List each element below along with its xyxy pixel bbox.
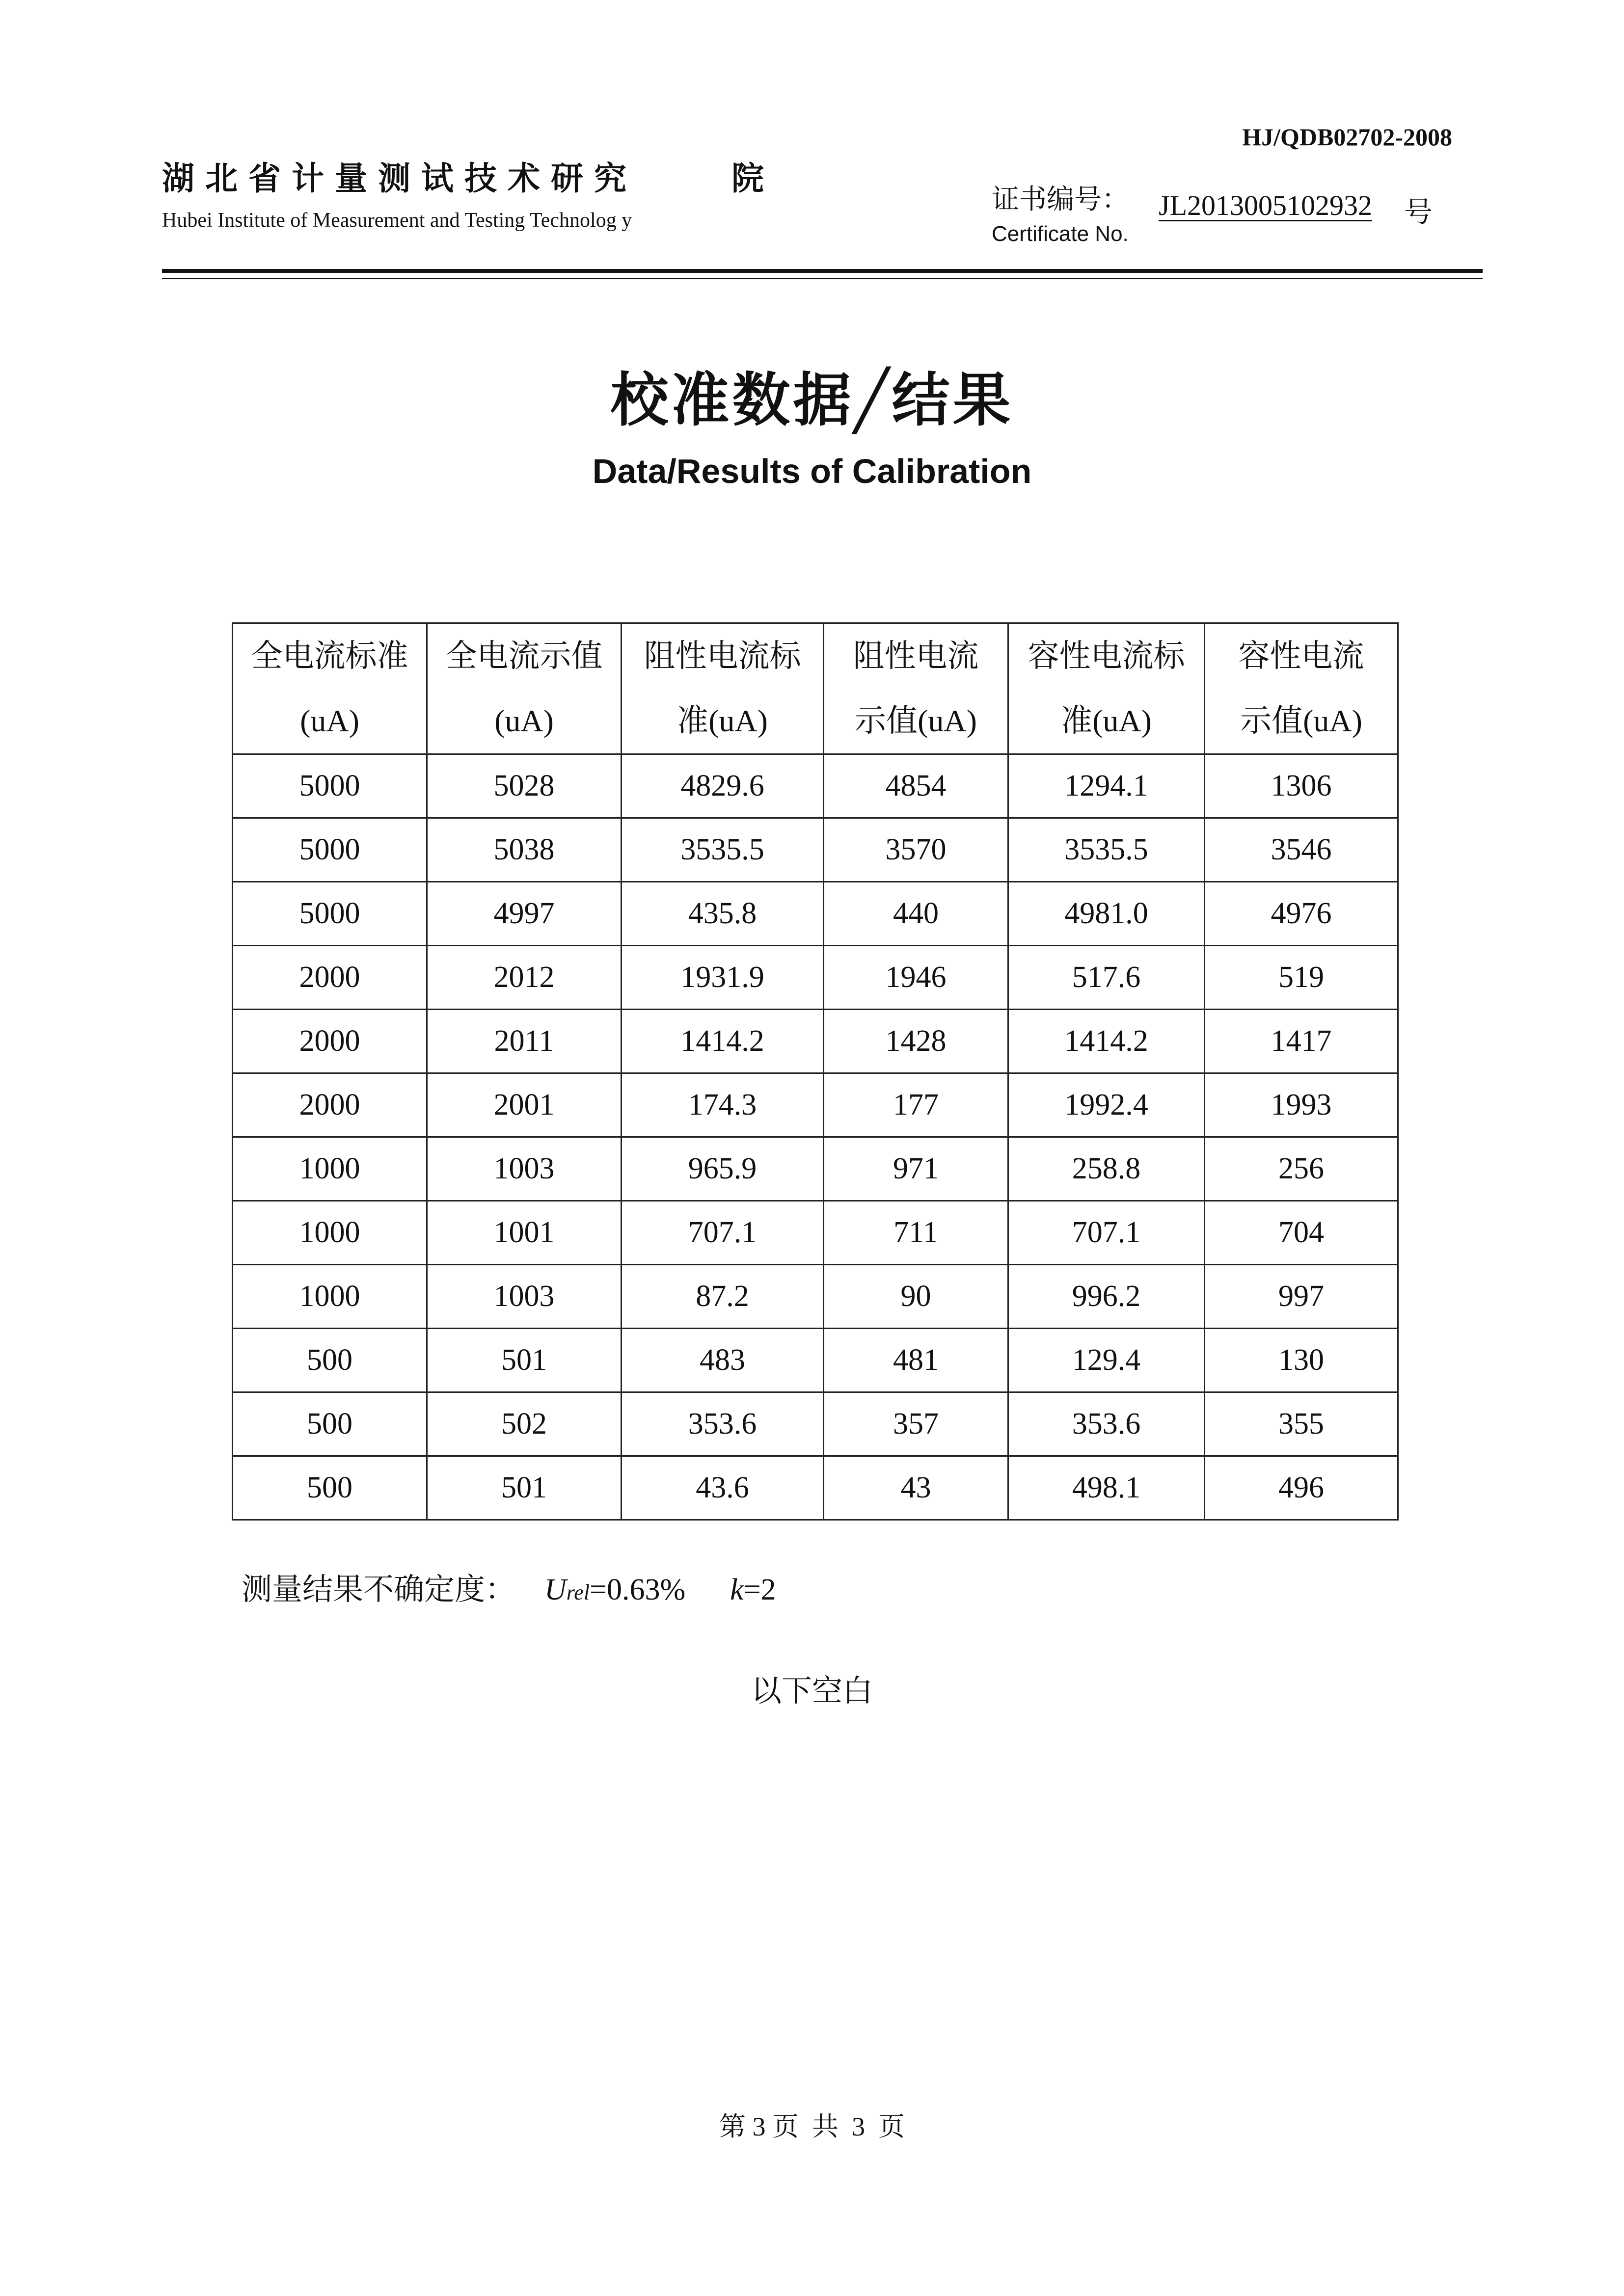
table-cell: 174.3	[622, 1073, 824, 1137]
table-cell: 5000	[233, 754, 427, 818]
table-cell: 498.1	[1008, 1456, 1205, 1520]
table-cell: 87.2	[622, 1265, 824, 1329]
table-cell: 4854	[824, 754, 1008, 818]
table-cell: 1294.1	[1008, 754, 1205, 818]
table-cell: 357	[824, 1392, 1008, 1456]
table-cell: 435.8	[622, 882, 824, 946]
table-cell: 5028	[427, 754, 622, 818]
coverage-factor-symbol: k	[730, 1573, 744, 1606]
table-cell: 997	[1205, 1265, 1398, 1329]
table-row	[233, 1392, 1398, 1456]
certificate-label-cn: 证书编号：	[992, 185, 1129, 215]
table-cell: 1000	[233, 1201, 427, 1265]
table-cell: 971	[824, 1137, 1008, 1201]
table-header-row	[233, 623, 1398, 754]
table-cell: 129.4	[1008, 1329, 1205, 1392]
table-cell: 1931.9	[622, 946, 824, 1010]
table-cell: 704	[1205, 1201, 1398, 1265]
table-cell: 258.8	[1008, 1137, 1205, 1201]
table-cell: 965.9	[622, 1137, 824, 1201]
table-cell: 1414.2	[1008, 1010, 1205, 1073]
measurement-uncertainty	[242, 1565, 776, 1608]
document-code: HJ/QDB02702-2008	[1242, 123, 1452, 151]
table-cell: 3535.5	[1008, 818, 1205, 882]
table-cell: 1000	[233, 1265, 427, 1329]
page-footer: 第 3 页 共 3 页	[719, 2112, 905, 2141]
table-row	[233, 1456, 1398, 1520]
certificate-number-suffix: 号	[1404, 196, 1433, 228]
header-full-current-standard: 全电流标准 (uA)	[233, 623, 427, 754]
coverage-factor-value: =2	[743, 1573, 776, 1606]
table-cell: 2000	[233, 1010, 427, 1073]
table-cell: 501	[427, 1329, 622, 1392]
calibration-data-table	[232, 622, 1399, 1521]
table-cell: 177	[824, 1073, 1008, 1137]
table-cell: 1428	[824, 1010, 1008, 1073]
certificate-label-en: Certificate No.	[992, 222, 1129, 246]
table-cell: 2000	[233, 1073, 427, 1137]
table-cell: 2001	[427, 1073, 622, 1137]
table-cell: 1992.4	[1008, 1073, 1205, 1137]
table-cell: 1414.2	[622, 1010, 824, 1073]
table-cell: 5000	[233, 818, 427, 882]
table-cell: 1003	[427, 1265, 622, 1329]
header-capacitive-current-standard: 容性电流标 准(uA)	[1008, 623, 1205, 754]
table-cell: 2012	[427, 946, 622, 1010]
table-row	[233, 1073, 1398, 1137]
table-cell: 4976	[1205, 882, 1398, 946]
table-row	[233, 1201, 1398, 1265]
table-cell: 707.1	[622, 1201, 824, 1265]
table-row	[233, 1265, 1398, 1329]
table-cell: 3535.5	[622, 818, 824, 882]
table-cell: 2011	[427, 1010, 622, 1073]
table-row	[233, 1329, 1398, 1392]
header-full-current-reading: 全电流示值 (uA)	[427, 623, 622, 754]
table-cell: 353.6	[622, 1392, 824, 1456]
blank-below-note: 以下空白	[751, 1675, 873, 1708]
header-resistive-current-standard: 阻性电流标 准(uA)	[622, 623, 824, 754]
table-cell: 3546	[1205, 818, 1398, 882]
header-rule-thin	[162, 278, 1483, 279]
table-row	[233, 882, 1398, 946]
table-row	[233, 1010, 1398, 1073]
table-cell: 440	[824, 882, 1008, 946]
table-cell: 90	[824, 1265, 1008, 1329]
table-cell: 3570	[824, 818, 1008, 882]
table-cell: 500	[233, 1456, 427, 1520]
table-cell: 355	[1205, 1392, 1398, 1456]
table-cell: 2000	[233, 946, 427, 1010]
uncertainty-label: 测量结果不确定度：	[242, 1573, 516, 1606]
table-cell: 481	[824, 1329, 1008, 1392]
table-cell: 353.6	[1008, 1392, 1205, 1456]
table-cell: 5000	[233, 882, 427, 946]
table-cell: 130	[1205, 1329, 1398, 1392]
table-cell: 43	[824, 1456, 1008, 1520]
table-cell: 501	[427, 1456, 622, 1520]
table-cell: 1001	[427, 1201, 622, 1265]
table-cell: 5038	[427, 818, 622, 882]
table-cell: 4997	[427, 882, 622, 946]
table-cell: 500	[233, 1329, 427, 1392]
institute-name-en: Hubei Institute of Measurement and Testing Technolog y	[162, 209, 632, 232]
table-cell: 256	[1205, 1137, 1398, 1201]
table-cell: 4981.0	[1008, 882, 1205, 946]
certificate-number: JL2013005102932	[1159, 189, 1372, 221]
table-cell: 1417	[1205, 1010, 1398, 1073]
institute-name-cn: 湖北省计量测试技术研究	[162, 160, 637, 196]
table-cell: 500	[233, 1392, 427, 1456]
header-rule-thick	[162, 269, 1483, 273]
table-row	[233, 754, 1398, 818]
table-cell: 496	[1205, 1456, 1398, 1520]
uncertainty-symbol: U	[544, 1573, 567, 1606]
table-row	[233, 1137, 1398, 1201]
page-title-en: Data/Results of Calibration	[592, 452, 1032, 490]
table-cell: 4829.6	[622, 754, 824, 818]
uncertainty-value: =0.63%	[590, 1573, 686, 1606]
table-cell: 517.6	[1008, 946, 1205, 1010]
header-resistive-current-reading: 阻性电流 示值(uA)	[824, 623, 1008, 754]
table-cell: 43.6	[622, 1456, 824, 1520]
table-cell: 1946	[824, 946, 1008, 1010]
table-row	[233, 946, 1398, 1010]
table-cell: 519	[1205, 946, 1398, 1010]
table-cell: 996.2	[1008, 1265, 1205, 1329]
table-row	[233, 818, 1398, 882]
table-cell: 707.1	[1008, 1201, 1205, 1265]
table-cell: 1306	[1205, 754, 1398, 818]
table-cell: 1993	[1205, 1073, 1398, 1137]
header-capacitive-current-reading: 容性电流 示值(uA)	[1205, 623, 1398, 754]
uncertainty-subscript: rel	[566, 1580, 590, 1604]
table-cell: 711	[824, 1201, 1008, 1265]
table-cell: 1000	[233, 1137, 427, 1201]
table-cell: 483	[622, 1329, 824, 1392]
table-cell: 1003	[427, 1137, 622, 1201]
institute-name-cn-last-char: 院	[731, 160, 764, 196]
table-cell: 502	[427, 1392, 622, 1456]
page-title-cn: 校准数据╱结果	[610, 369, 1014, 433]
